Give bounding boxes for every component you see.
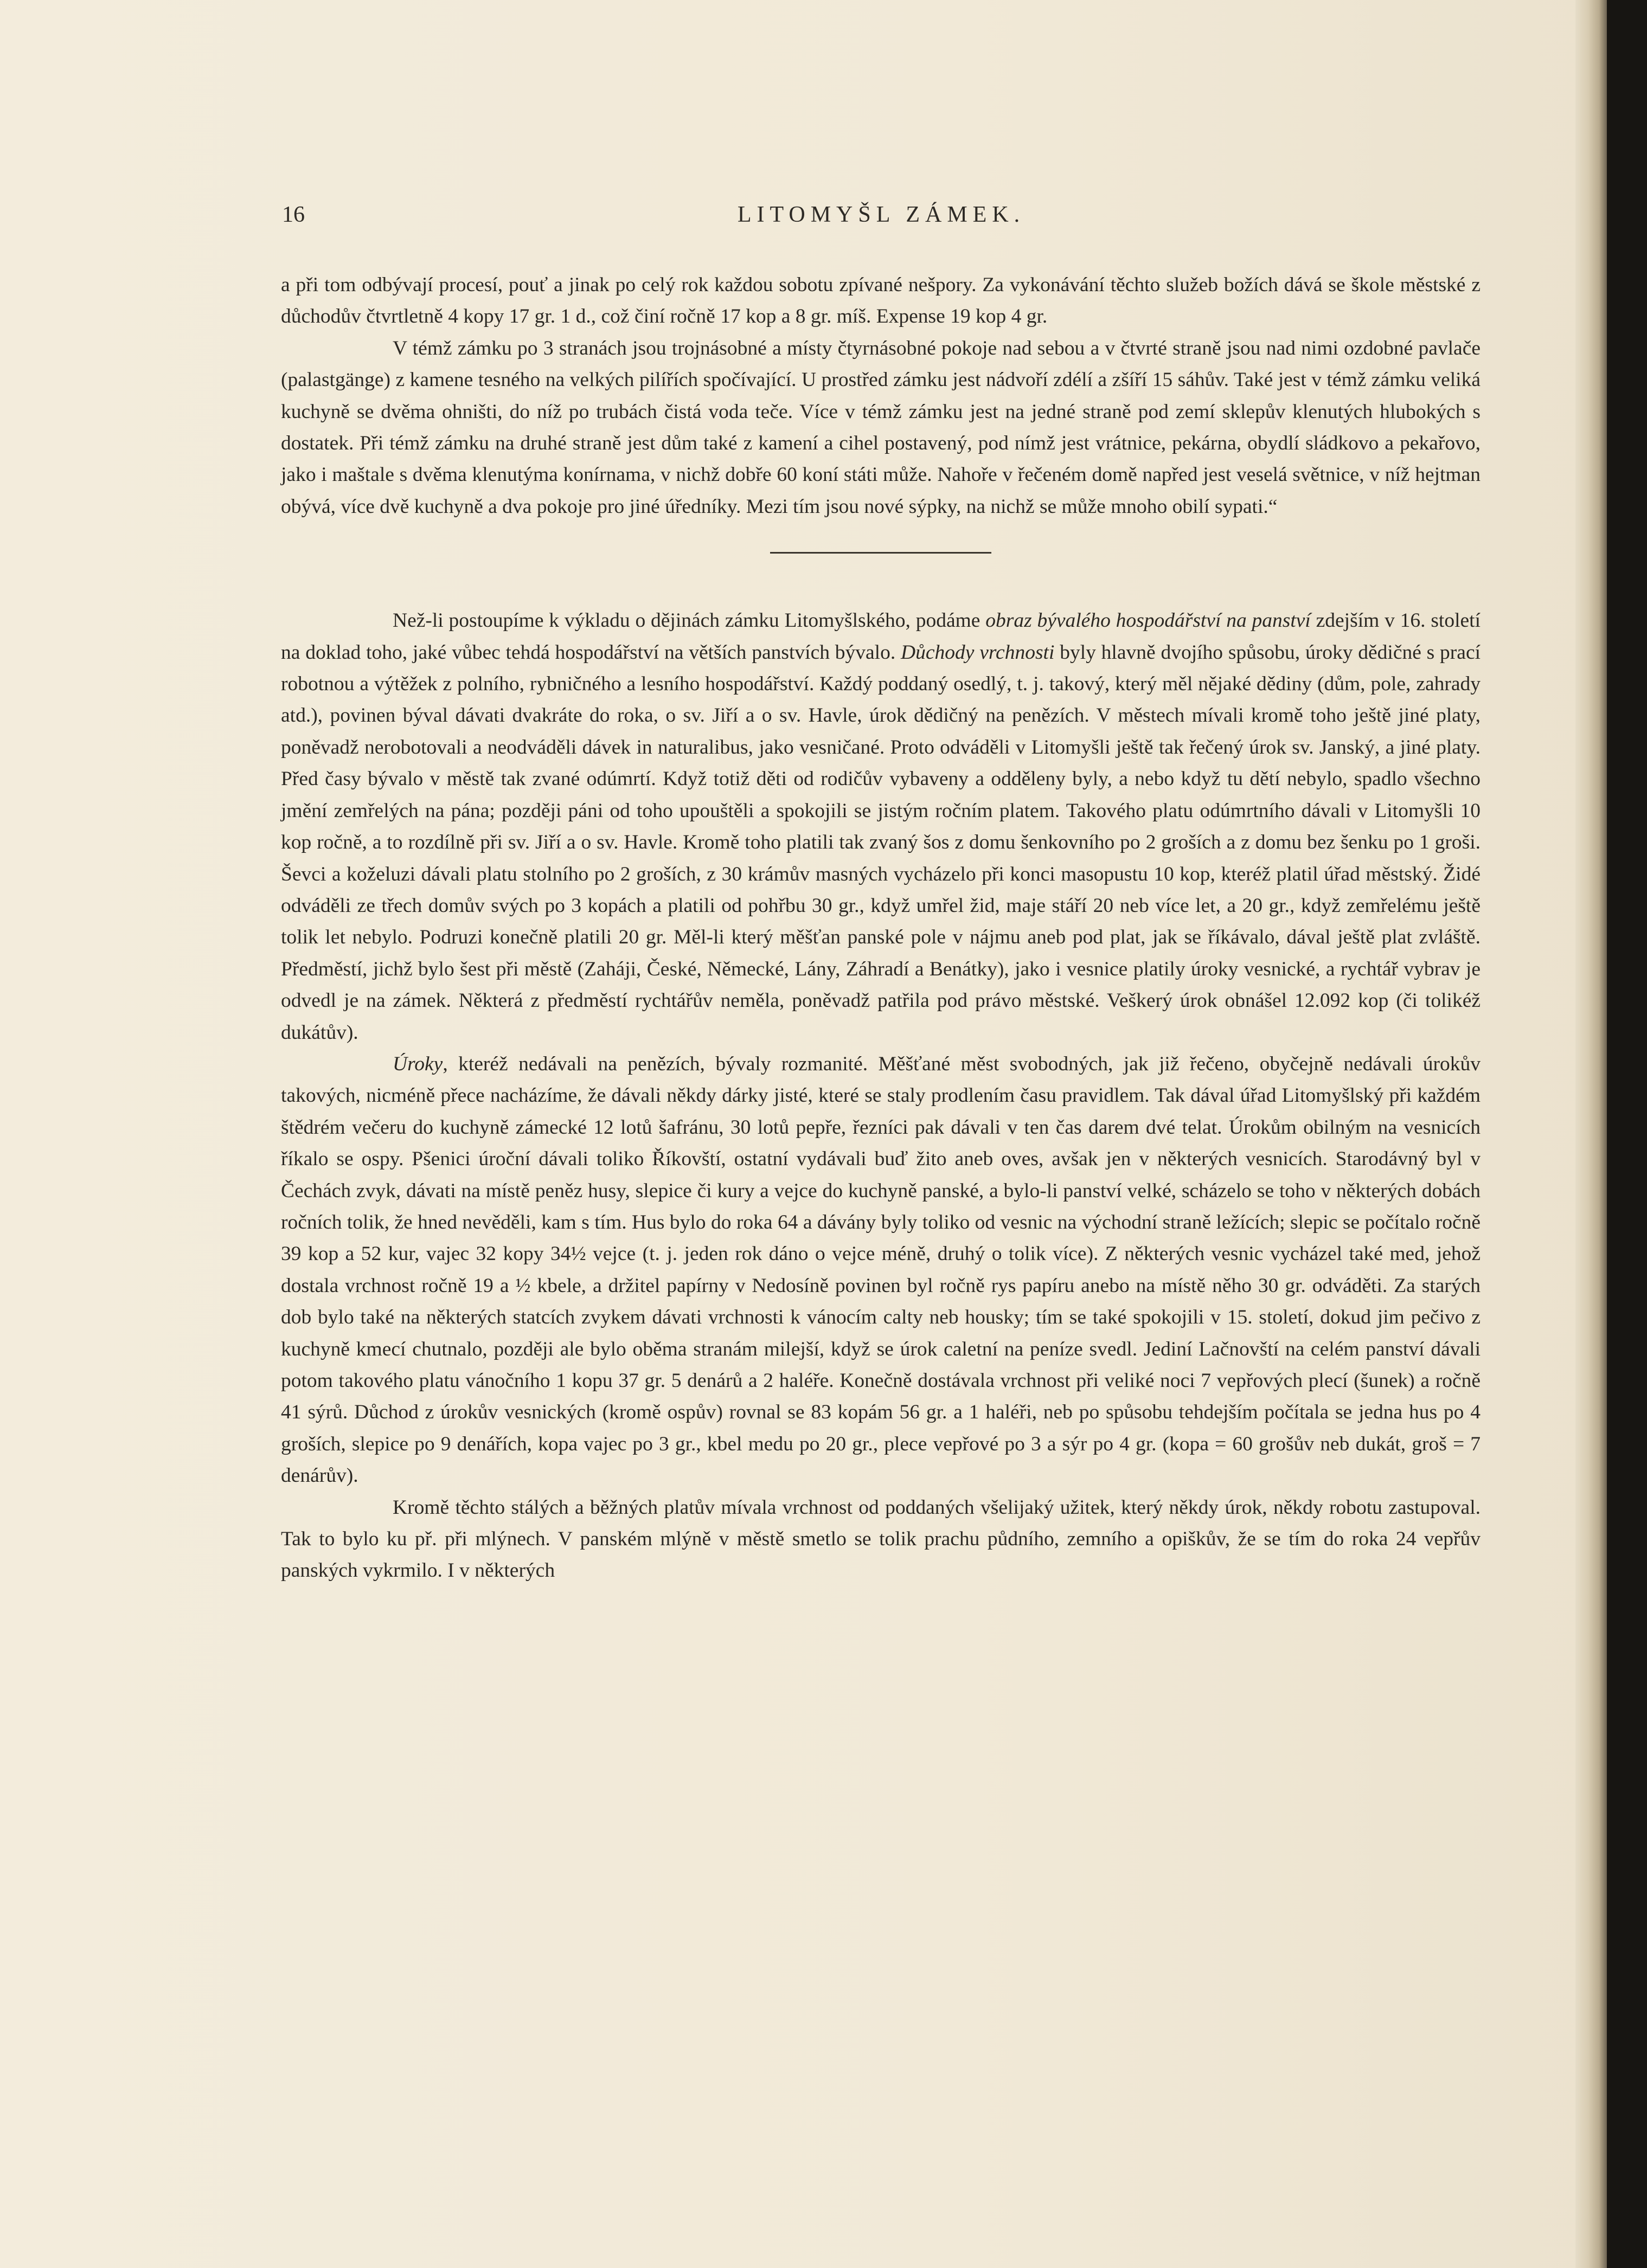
page-header — [282, 202, 1481, 240]
page-body — [281, 269, 1481, 1587]
text-run: zdejším v 16. století na doklad toho, jaké vůbec tehdá hospodářství na větších panstvích bývalo. — [281, 609, 1481, 664]
paragraph-mills: Kromě těchto stálých a běžných platův mívala vrchnost od poddaných všelijaký užitek, který někdy úrok, někdy robotu zastupoval. Tak to bylo ku př. při mlýnech. V panském mlýně v městě smetlo se tolik prachu půdního, zemního a opiškův, že se tím do roka 24 vepřův panských vykrmilo. I v některých — [281, 1496, 1481, 1582]
text-run: byly hlavně dvojího spůsobu, úroky dědičné s prací robotnou a výtěžek z polního, rybničného a lesního hospodářství. Každý poddaný osedlý, t. j. takový, který měl nějaké dědiny (dům, pole, zahrady atd.), povinen býval dávati dvakráte do roka, o sv. Jiří a o sv. Havle, úrok dědičný na penězích. V městech mívali kromě toho ještě jiné platy, poněvadž nerobotovali a neodváděli dávek in naturalibus, jako vesničané. Proto odváděli v Litomyšli ještě tak řečený úrok sv. Janský, a jiné platy. Před časy bývalo v městě tak zvané odúmrtí. Když totiž děti od rodičův vybaveny a odděleny byly, a nebo když tu dětí nebylo, spadlo všechno jmění zemřelých na pána; později páni od toho upouštěli a spokojili se jistým ročním platem. Takového platu odúmrtního dávali v Litomyšli 10 kop ročně, a to rozdílně při sv. Jiří a o sv. Havle. Kromě toho platili tak zvaný šos z domu šenkovního po 2 groších a z domu bez šenku po 1 groši. Ševci a koželuzi dávali platu stolního po 2 groších, z 30 krámův masných vycházelo při konci masopustu 10 kop, kteréž platil úřad městský. Židé odváděli ze třech domův svých po 3 kopách a platili od pohřbu 30 gr., když umřel žid, maje stáří 20 neb více let, a 20 gr., když zemřelému ještě tolik let nebylo. Podruzi konečně platili 20 gr. Měl-li který měšťan panské pole v nájmu aneb pod plat, jak se říkávalo, dával ještě plat zvláště. Předměstí, jichž bylo šest při městě (Zaháji, České, Německé, Lány, Záhradí a Benátky), jako i vesnice platily úroky vesnické, a rychtář vybrav je odvedl je na zámek. Některá z předměstí rychtářův neměla, poněvadž patřila pod právo městské. Veškerý úrok obnášel 12.092 kop (či tolikéž dukátův). — [281, 641, 1481, 1044]
text-run: , kteréž nedávali na penězích, bývaly rozmanité. Měšťané měst svobodných, jak již řečeno, obyčejně nedávali úrokův takových, nicméně přece nacházíme, že dávali někdy dárky jisté, které se staly prodlením času pravidlem. Tak dával úřad Litomyšlský při každém štědrém večeru do kuchyně zámecké 12 lotů šafránu, 30 lotů pepře, řezníci pak dávali v ten čas darem dvé telat. Úrokům obilným na vesnicích říkalo se ospy. Pšenici úroční dávali toliko Říkovští, ostatní vydávali buď žito aneb oves, avšak jen v některých vesnicích. Starodávný byl v Čechách zvyk, dávati na místě peněz husy, slepice či kury a vejce do kuchyně panské, a bylo-li panství velké, scházelo se toho v některých dobách ročních tolik, že hned nevěděli, kam s tím. Hus bylo do roka 64 a dávány byly toliko od vesnic na východní straně ležících; slepic se počítalo ročně 39 kop a 52 kur, vajec 32 kopy 34½ vejce (t. j. jeden rok dáno o vejce méně, druhý o tolik více). Z některých vesnic vycházel také med, jehož dostala vrchnost ročně 19 a ½ kbele, a držitel papírny v Nedosíně povinen byl ročně rys papíru anebo na místě něho 30 gr. odváděti. Za starých dob bylo také na některých statcích zvykem dávati vrchnosti k vánocím calty neb housky; tím se také spokojili v 15. století, dokud jim pečivo z kuchyně kmecí chutnalo, později ale bylo oběma stranám milejší, když se úrok caletní na peníze svedl. Jediní Lačnovští na celém panství dávali potom takového platu vánočního 1 kopu 37 gr. 5 denárů a 2 haléře. Konečně dostávala vrchnost při veliké noci 7 vepřových plecí (šunek) a ročně 41 sýrů. Důchod z úrokův vesnických (kromě ospův) rovnal se 83 kopám 56 gr. a 1 haléři, neb po spůsobu tehdejším počítala se jedna hus po 4 groších, slepice po 9 denářích, kopa vajec po 3 gr., kbel medu po 20 gr., plece vepřové po 3 a sýr po 4 gr. (kopa = 60 grošův neb dukát, groš = 7 denárův). — [281, 1052, 1481, 1487]
italic-phrase: obraz bývalého hospodářství na panství — [985, 609, 1311, 632]
paragraph-continuation: a při tom odbývají procesí, pouť a jinak po celý rok každou sobotu zpívané nešpory. Za vykonávání těchto služeb božích dává se škole městské z důchodův čtvrtletně 4 kopy 17 gr. 1 d., což činí ročně 17 kop a 8 gr. míš. Expense 19 kop 4 gr. — [281, 274, 1481, 328]
page-number: 16 — [282, 202, 305, 227]
paragraph-castle-description: V témž zámku po 3 stranách jsou trojnásobné a místy čtyrnásobné pokoje nad sebou a v čtvrté straně jsou nad nimi ozdobné pavlače (palastgänge) z kamene tesného na velkých pilířích spočívající. U prostřed zámku jest nádvoří zdélí a zšíří 15 sáhův. Také jest v témž zámku veliká kuchyně se dvěma ohništi, do níž po trubách čistá voda teče. Více v témž zámku jest na jedné straně pod zemí sklepův klenutých hlubokých s dostatek. Při témž zámku na druhé straně jest dům také z kamení a cihel postavený, pod nímž jest vrátnice, pekárna, obydlí sládkovo a pekařovo, jako i maštale s dvěma klenutýma konírnama, v nichž dobře 60 koní státi může. Nahoře v řečeném domě napřed jest veselá světnice, v níž hejtman obývá, více dvě kuchyně a dva pokoje pro jiné úředníky. Mezi tím jsou nové sýpky, na nichž se může mnoho obilí sypati.“ — [281, 337, 1481, 518]
italic-phrase: Úroky — [393, 1052, 443, 1075]
running-title: LITOMYŠL ZÁMEK. — [737, 202, 1026, 227]
scan-background — [1607, 0, 1647, 2268]
italic-phrase: Důchody vrchnosti — [901, 641, 1055, 664]
section-divider — [770, 552, 991, 554]
paragraph-economy — [281, 605, 1481, 1049]
paragraph-uroky — [281, 1049, 1481, 1492]
page-edge — [1575, 0, 1607, 2268]
text-run: Než-li postoupíme k výkladu o dějinách zámku Litomyšlského, podáme — [393, 609, 986, 632]
